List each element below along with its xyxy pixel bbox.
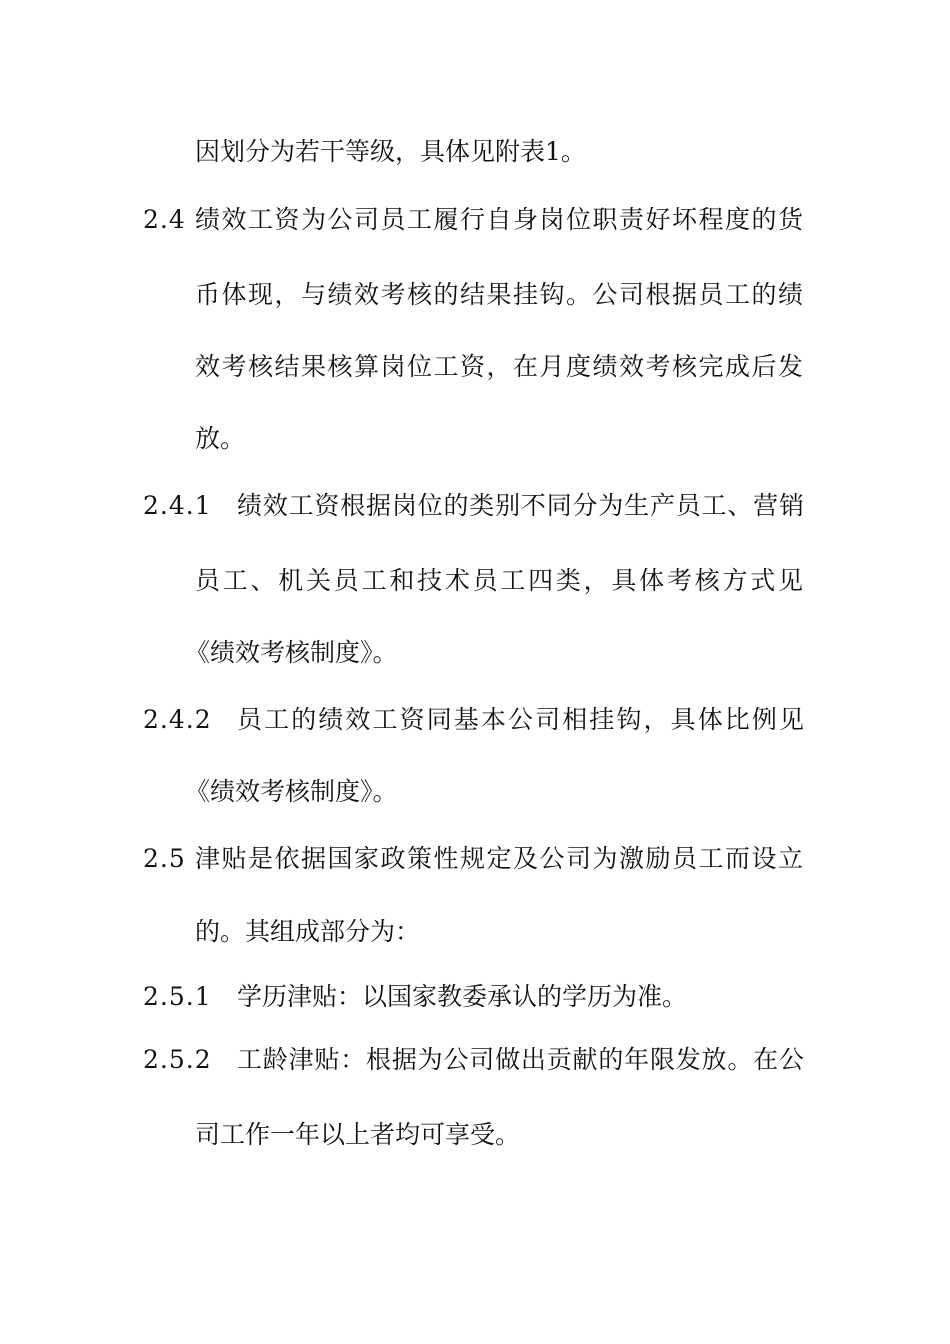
paragraph-line: 绩效工资根据岗位的类别不同分为生产员工、营销 (237, 491, 804, 520)
paragraph-line: 津贴是依据国家政策性规定及公司为激励员工而设立 (195, 844, 803, 873)
paragraph-line: 《绩效考核制度》。 (185, 638, 398, 667)
section-number: 2.4.1 (143, 491, 212, 520)
paragraph-line: 司工作一年以上者均可享受。 (195, 1120, 521, 1149)
paragraph-line: 工龄津贴：根据为公司做出贡献的年限发放。在公 (237, 1045, 804, 1074)
paragraph-line: 学历津贴：以国家教委承认的学历为准。 (237, 982, 688, 1011)
paragraph-line: 绩效工资为公司员工履行自身岗位职责好坏程度的货 (195, 205, 803, 234)
section-number: 2.4.2 (143, 705, 212, 734)
paragraph-line: 员工、机关员工和技术员工四类，具体考核方式见 (195, 566, 803, 595)
paragraph-line: 放。 (195, 424, 246, 453)
section-number: 2.5.1 (143, 982, 212, 1011)
paragraph-line: 员工的绩效工资同基本公司相挂钩，具体比例见 (237, 705, 804, 734)
section-number: 2.5 (143, 844, 186, 873)
paragraph-line: 的。其组成部分为： (195, 917, 421, 946)
paragraph-line: 效考核结果核算岗位工资，在月度绩效考核完成后发 (195, 352, 803, 381)
paragraph-line: 因划分为若干等级，具体见附表1。 (195, 137, 586, 166)
paragraph-line: 《绩效考核制度》。 (185, 777, 398, 806)
section-number: 2.5.2 (143, 1045, 212, 1074)
paragraph-line: 币体现，与绩效考核的结果挂钩。公司根据员工的绩 (195, 280, 803, 309)
section-number: 2.4 (143, 205, 186, 234)
